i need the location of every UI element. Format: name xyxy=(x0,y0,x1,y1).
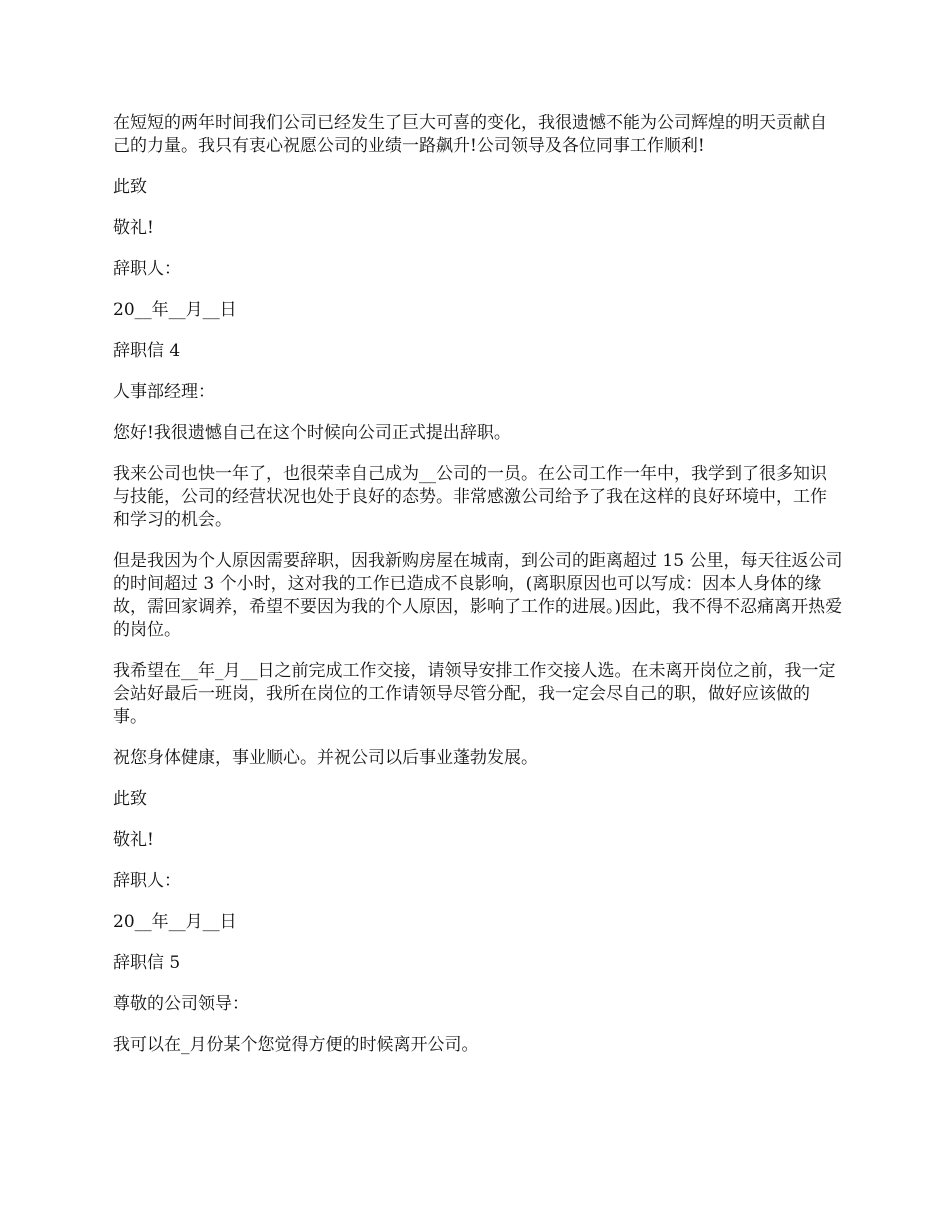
salutation-cizhi: 此致 xyxy=(113,177,147,197)
paragraph-reason: 但是我因为个人原因需要辞职，因我新购房屋在城南，到公司的距离超过 15 公里，每天往返公司的时间超过 3 个小时，这对我的工作已造成不良影响，(离职原因也可以写成：因本人身体的缘故，需回家调养，希望不要因为我的个人原因，影响了工作的进展。)因此，我不得不忍痛离开热爱的岗位。 xyxy=(113,551,843,640)
paragraph-departure: 我可以在_月份某个您觉得方便的时候离开公司。 xyxy=(113,1035,479,1055)
date-line: 20__年__月__日 xyxy=(113,300,237,320)
paragraph-closing-wishes: 在短短的两年时间我们公司已经发生了巨大可喜的变化，我很遗憾不能为公司辉煌的明天贡献自己的力量。我只有衷心祝愿公司的业绩一路飙升!公司领导及各位同事工作顺利! xyxy=(113,113,827,156)
salutation-jingli: 敬礼! xyxy=(113,830,154,850)
paragraph-wishes: 祝您身体健康，事业顺心。并祝公司以后事业蓬勃发展。 xyxy=(113,748,538,768)
letter-heading-5: 辞职信 5 xyxy=(113,953,181,973)
paragraph-greeting: 您好!我很遗憾自己在这个时候向公司正式提出辞职。 xyxy=(113,423,511,443)
signature-label: 辞职人： xyxy=(113,871,181,891)
salutation-cizhi: 此致 xyxy=(113,789,147,809)
date-line: 20__年__月__日 xyxy=(113,912,237,932)
letter-heading-4: 辞职信 4 xyxy=(113,341,181,361)
salutation-jingli: 敬礼! xyxy=(113,218,154,238)
recipient-line: 尊敬的公司领导： xyxy=(113,994,249,1014)
paragraph-handover: 我希望在__年_月__日之前完成工作交接，请领导安排工作交接人选。在未离开岗位之前，我一定会站好最后一班岗，我所在岗位的工作请领导尽管分配，我一定会尽自己的职，做好应该做的事。 xyxy=(113,661,836,727)
document-page xyxy=(113,112,843,1075)
paragraph-gratitude: 我来公司也快一年了，也很荣幸自己成为__公司的一员。在公司工作一年中，我学到了很多知识与技能，公司的经营状况也处于良好的态势。非常感激公司给予了我在这样的良好环境中，工作和学习的机会。 xyxy=(113,464,827,530)
recipient-line: 人事部经理： xyxy=(113,382,215,402)
signature-label: 辞职人： xyxy=(113,259,181,279)
